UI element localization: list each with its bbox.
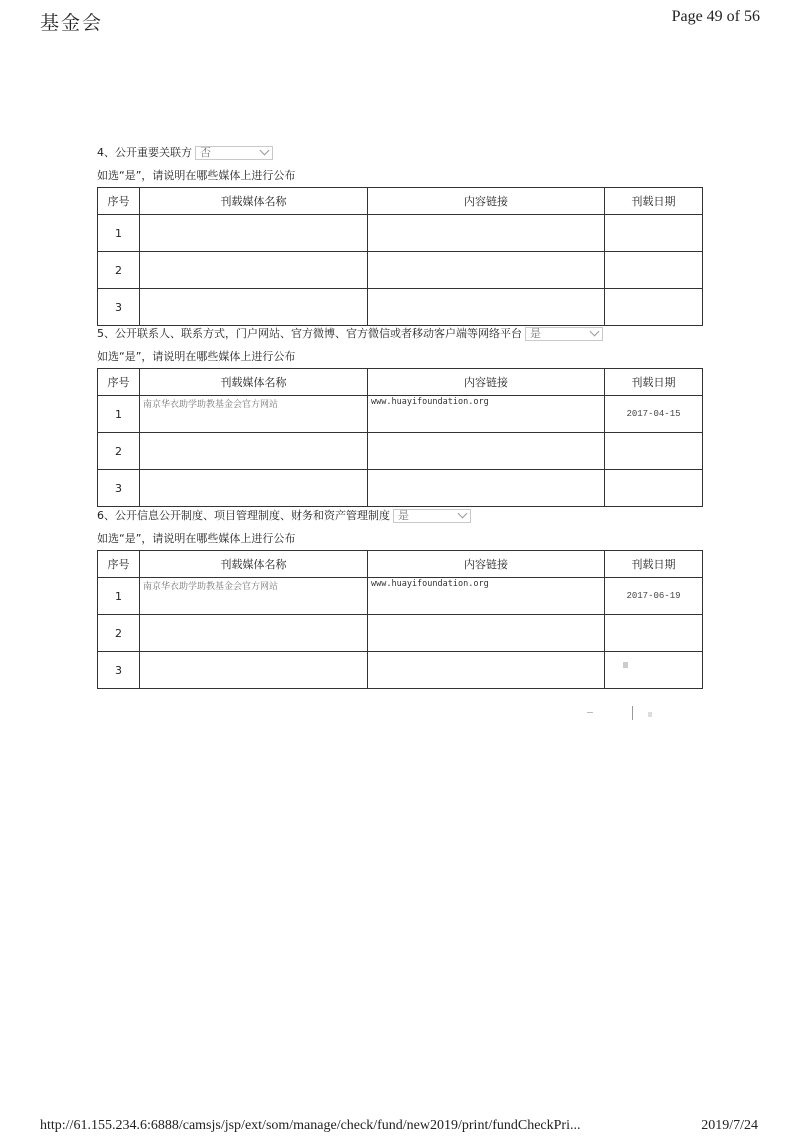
media-name-cell[interactable]: 南京华衣助学助教基金会官方网站 — [140, 396, 368, 433]
table-row — [98, 215, 703, 252]
col-header-date: 刊载日期 — [605, 188, 703, 215]
page-indicator: Page 49 of 56 — [671, 8, 760, 25]
disclosure-select[interactable] — [525, 327, 603, 341]
row-index: 2 — [98, 615, 140, 652]
media-note: 如选“是”，请说明在哪些媒体上进行公布 — [97, 350, 296, 363]
col-header-link: 内容链接 — [368, 188, 605, 215]
row-index: 2 — [98, 252, 140, 289]
media-name-cell[interactable] — [140, 215, 368, 252]
table-row — [98, 470, 703, 507]
row-index: 1 — [98, 215, 140, 252]
table-row — [98, 615, 703, 652]
media-name-cell[interactable] — [140, 615, 368, 652]
col-header-media: 刊载媒体名称 — [140, 369, 368, 396]
media-name-cell[interactable] — [140, 289, 368, 326]
media-table — [97, 187, 703, 326]
content-link-cell[interactable] — [368, 252, 605, 289]
publish-date-cell[interactable] — [605, 433, 703, 470]
col-header-link: 内容链接 — [368, 369, 605, 396]
col-header-date: 刊载日期 — [605, 551, 703, 578]
question-label: 6、公开信息公开制度、项目管理制度、财务和资产管理制度 — [97, 508, 390, 522]
col-header-media: 刊载媒体名称 — [140, 551, 368, 578]
media-name-cell[interactable] — [140, 470, 368, 507]
col-header-date: 刊载日期 — [605, 369, 703, 396]
media-table — [97, 368, 703, 507]
content-link-cell[interactable] — [368, 470, 605, 507]
publish-date-cell[interactable] — [605, 615, 703, 652]
chevron-down-icon — [590, 327, 600, 337]
scan-mark — [623, 662, 628, 668]
row-index: 3 — [98, 470, 140, 507]
media-name-cell[interactable] — [140, 252, 368, 289]
row-index: 3 — [98, 289, 140, 326]
scan-mark — [587, 712, 593, 713]
content-link-cell[interactable] — [368, 615, 605, 652]
table-header-row — [98, 369, 703, 396]
table-row — [98, 396, 703, 433]
content-link-cell[interactable] — [368, 652, 605, 689]
disclosure-select[interactable] — [195, 146, 273, 160]
publish-date-cell[interactable] — [605, 252, 703, 289]
col-header-index: 序号 — [98, 551, 140, 578]
publish-date-cell[interactable] — [605, 470, 703, 507]
row-index: 1 — [98, 578, 140, 615]
footer-url: http://61.155.234.6:6888/camsjs/jsp/ext/som/manage/check/fund/new2019/print/fundCheckPri... — [40, 1118, 581, 1133]
publish-date-cell[interactable]: 2017-04-15 — [605, 396, 703, 433]
table-row — [98, 578, 703, 615]
content-link-cell[interactable]: www.huayifoundation.org — [368, 578, 605, 615]
header-org: 基金会 — [40, 12, 104, 34]
media-name-cell[interactable] — [140, 433, 368, 470]
row-index: 3 — [98, 652, 140, 689]
col-header-link: 内容链接 — [368, 551, 605, 578]
col-header-index: 序号 — [98, 369, 140, 396]
media-name-cell[interactable]: 南京华衣助学助教基金会官方网站 — [140, 578, 368, 615]
publish-date-cell[interactable] — [605, 652, 703, 689]
row-index: 2 — [98, 433, 140, 470]
publish-date-cell[interactable] — [605, 289, 703, 326]
media-note: 如选“是”，请说明在哪些媒体上进行公布 — [97, 169, 296, 182]
publish-date-cell[interactable] — [605, 215, 703, 252]
row-index: 1 — [98, 396, 140, 433]
publish-date-cell[interactable]: 2017-06-19 — [605, 578, 703, 615]
scan-mark — [632, 706, 633, 720]
question-label: 4、公开重要关联方 — [97, 145, 192, 159]
col-header-index: 序号 — [98, 188, 140, 215]
section-4 — [97, 144, 702, 326]
chevron-down-icon — [260, 146, 270, 156]
table-row — [98, 433, 703, 470]
media-note: 如选“是”，请说明在哪些媒体上进行公布 — [97, 532, 296, 545]
select-value: 否 — [200, 145, 211, 159]
select-value: 是 — [530, 326, 541, 340]
table-header-row — [98, 188, 703, 215]
question-label: 5、公开联系人、联系方式，门户网站、官方微博、官方微信或者移动客户端等网络平台 — [97, 326, 522, 340]
content-link-cell[interactable] — [368, 289, 605, 326]
disclosure-select[interactable] — [393, 509, 471, 523]
footer-date: 2019/7/24 — [701, 1118, 758, 1133]
select-value: 是 — [398, 508, 409, 522]
table-row — [98, 252, 703, 289]
content-link-cell[interactable] — [368, 433, 605, 470]
section-5 — [97, 325, 702, 507]
media-table — [97, 550, 703, 689]
table-row — [98, 652, 703, 689]
media-name-cell[interactable] — [140, 652, 368, 689]
content-link-cell[interactable]: www.huayifoundation.org — [368, 396, 605, 433]
table-header-row — [98, 551, 703, 578]
scan-mark — [648, 712, 652, 717]
col-header-media: 刊载媒体名称 — [140, 188, 368, 215]
table-row — [98, 289, 703, 326]
content-link-cell[interactable] — [368, 215, 605, 252]
section-6 — [97, 507, 702, 689]
chevron-down-icon — [458, 509, 468, 519]
